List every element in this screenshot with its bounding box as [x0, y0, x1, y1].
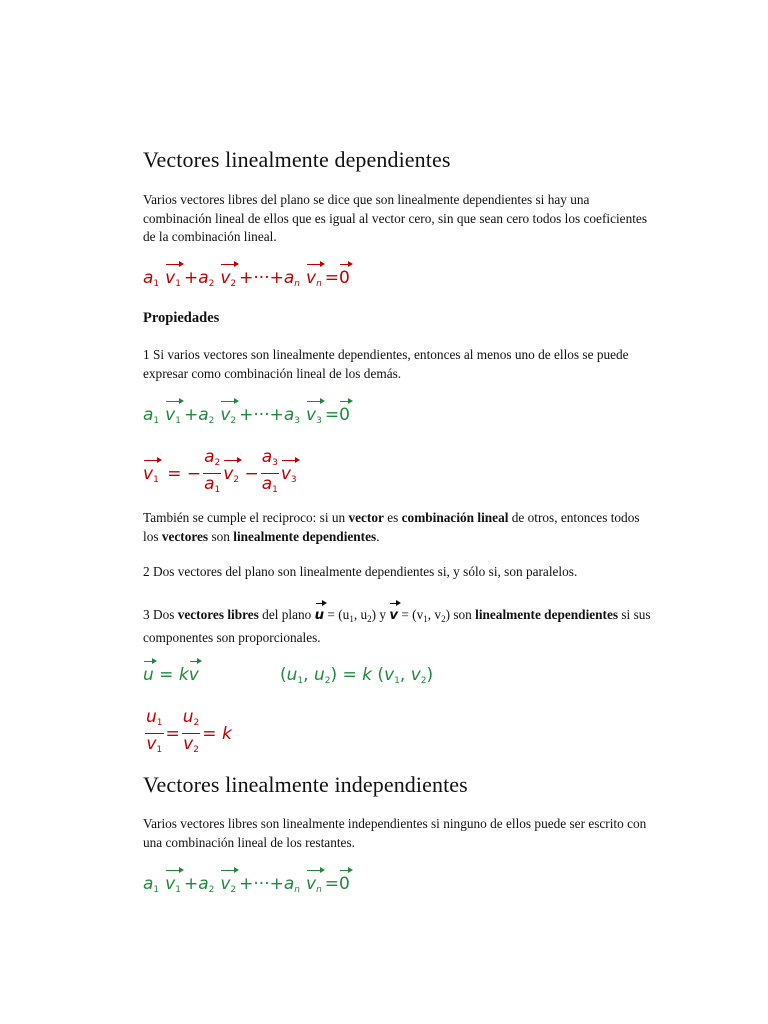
formula-dependent-definition: $a_1$ $v_1 +a_2$ $v_2 +\cdot\cdot\cdot+a_n$ $v_n =0$ [143, 268, 350, 289]
formula-u-equals-kv: u = kv [143, 665, 199, 685]
property-1: 1 Si varios vectores son linealmente dependientes, entonces al menos uno de ellos se puede expresar como combinación lineal de los demás. [143, 347, 629, 381]
formula-independent-definition: $a_1$ $v_1 +a_2$ $v_2 +\cdot\cdot\cdot+a_n$ $v_n =0$ [143, 874, 350, 895]
formula-proportional-ratio: $\frac{u_1}{v_1}$ = $\frac{u_2}{v_2}$ = k [146, 707, 232, 755]
property-2: 2 Dos vectores del plano son linealmente dependientes si, y sólo si, son paralelos. [143, 564, 578, 579]
dependent-intro: Varios vectores libres del plano se dice que son linealmente dependientes si hay una combinación lineal de ellos que es igual al vector cero, sin que sean cero todos los coeficientes de la combinación lineal. [143, 192, 647, 244]
formula-components: ($u_1$, $u_2) = k$ ($v_1$, $v_2$) [280, 665, 434, 686]
reciprocal-paragraph: También se cumple el reciproco: si un vector es combinación lineal de otros, entonces todos los vectores son linealmente dependientes. [143, 510, 640, 544]
section-title-independent: Vectores linealmente independientes [143, 772, 468, 797]
independent-intro: Varios vectores libres son linealmente independientes si ninguno de ellos puede ser escrito con una combinación lineal de los restantes. [143, 816, 647, 850]
properties-heading: Propiedades [143, 310, 220, 326]
formula-v1-expression: $v_1$ = − $\frac{a_2}{a_1}$ $v_2$ − $\frac{a_3}{a_1}$ $v_3$ [143, 447, 297, 495]
formula-three-vectors: $a_1$ $v_1 +a_2$ $v_2 +\cdot\cdot\cdot+a_3$ $v_3 =0$ [143, 405, 350, 426]
property-3: 3 Dos vectores libres del plano $u = (u_1$, $u_2$) y $v = (v_1$, $v_2$) son linealmente dependientes si sus componentes son proporcionales. [143, 607, 651, 645]
section-title-dependent: Vectores linealmente dependientes [143, 147, 451, 172]
